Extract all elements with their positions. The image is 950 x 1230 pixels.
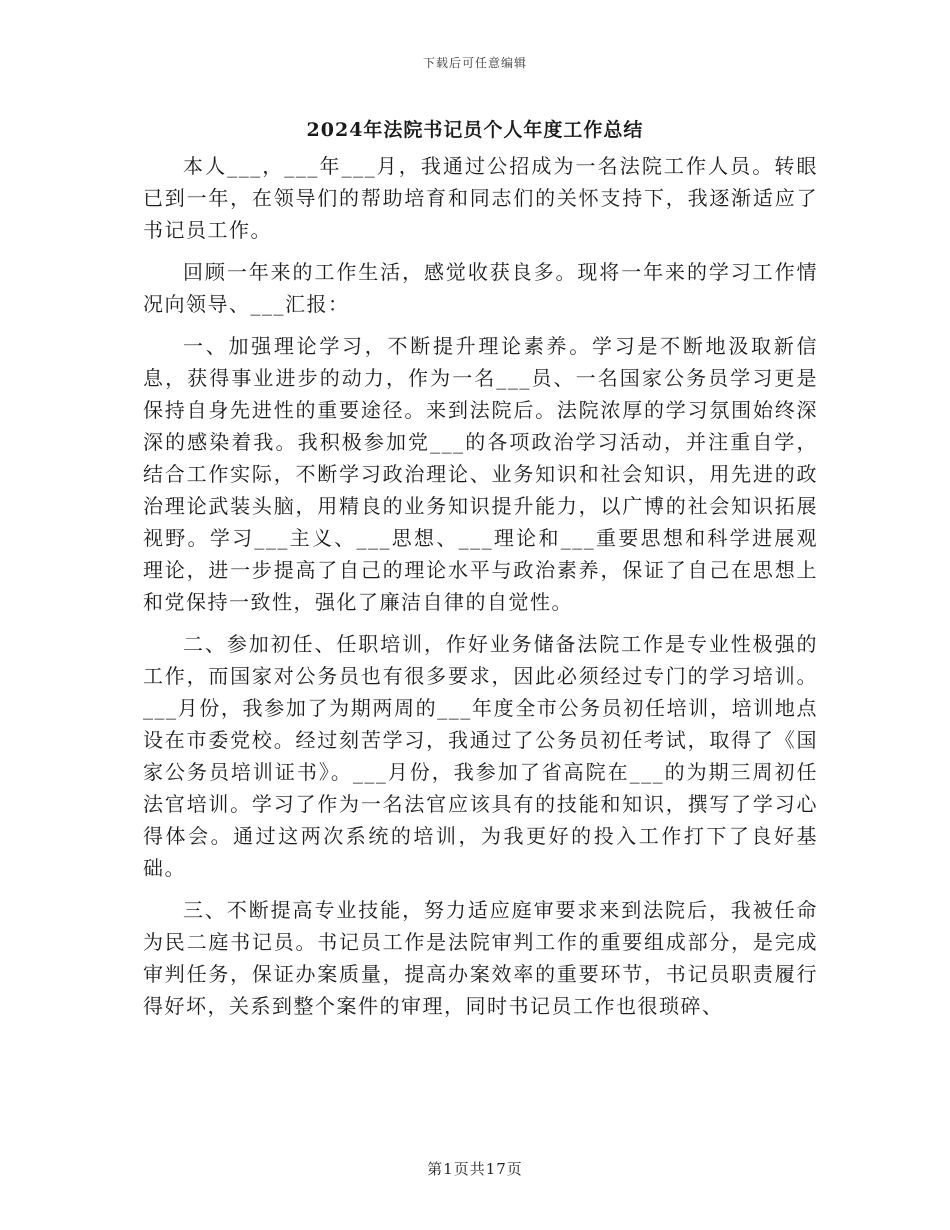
paragraph-section-2: 二、参加初任、任职培训，作好业务储备法院工作是专业性极强的工作，而国家对公务员也有很多要求，因此必须经过专门的学习培训。___月份，我参加了为期两周的___年度全市公务员初任培训，培训地点设在市委党校。经过刻苦学习，我通过了公务员初任考试，取得了《国家公务员培训证书》。___月份，我参加了省高院在___的为期三周初任法官培训。学习了作为一名法官应该具有的技能和知识，撰写了学习心得体会。通过这两次系统的培训，为我更好的投入工作打下了良好基础。 <box>143 632 818 880</box>
paragraph-section-3: 三、不断提高专业技能，努力适应庭审要求来到法院后，我被任命为民二庭书记员。书记员工作是法院审判工作的重要组成部分，是完成审判任务，保证办案质量，提高办案效率的重要环节，书记员职责履行得好坏，关系到整个案件的审理，同时书记员工作也很琐碎、 <box>143 898 818 1018</box>
document-title: 2024年法院书记员个人年度工作总结 <box>306 119 644 141</box>
paragraph-section-1: 一、加强理论学习，不断提升理论素养。学习是不断地汲取新信息，获得事业进步的动力，作为一名___员、一名国家公务员学习更是保持自身先进性的重要途径。来到法院后。法院浓厚的学习氛围始终深深的感染着我。我积极参加党___的各项政治学习活动，并注重自学，结合工作实际，不断学习政治理论、业务知识和社会知识，用先进的政治理论武装头脑，用精良的业务知识提升能力，以广博的社会知识拓展视野。学习___主义、___思想、___理论和___重要思想和科学进展观理论，进一步提高了自己的理论水平与政治素养，保证了自己在思想上和党保持一致性，强化了廉洁自律的自觉性。 <box>143 334 818 614</box>
page-number: 第1页共17页 <box>427 1160 523 1178</box>
page-header: 下载后可任意编辑 <box>422 56 527 70</box>
paragraph-review: 回顾一年来的工作生活，感觉收获良多。现将一年来的学习工作情况向领导、___汇报： <box>143 260 818 316</box>
document-body <box>143 150 818 1022</box>
paragraph-intro: 本人___，___年___月，我通过公招成为一名法院工作人员。转眼已到一年，在领导们的帮助培育和同志们的关怀支持下，我逐渐适应了书记员工作。 <box>143 154 818 242</box>
